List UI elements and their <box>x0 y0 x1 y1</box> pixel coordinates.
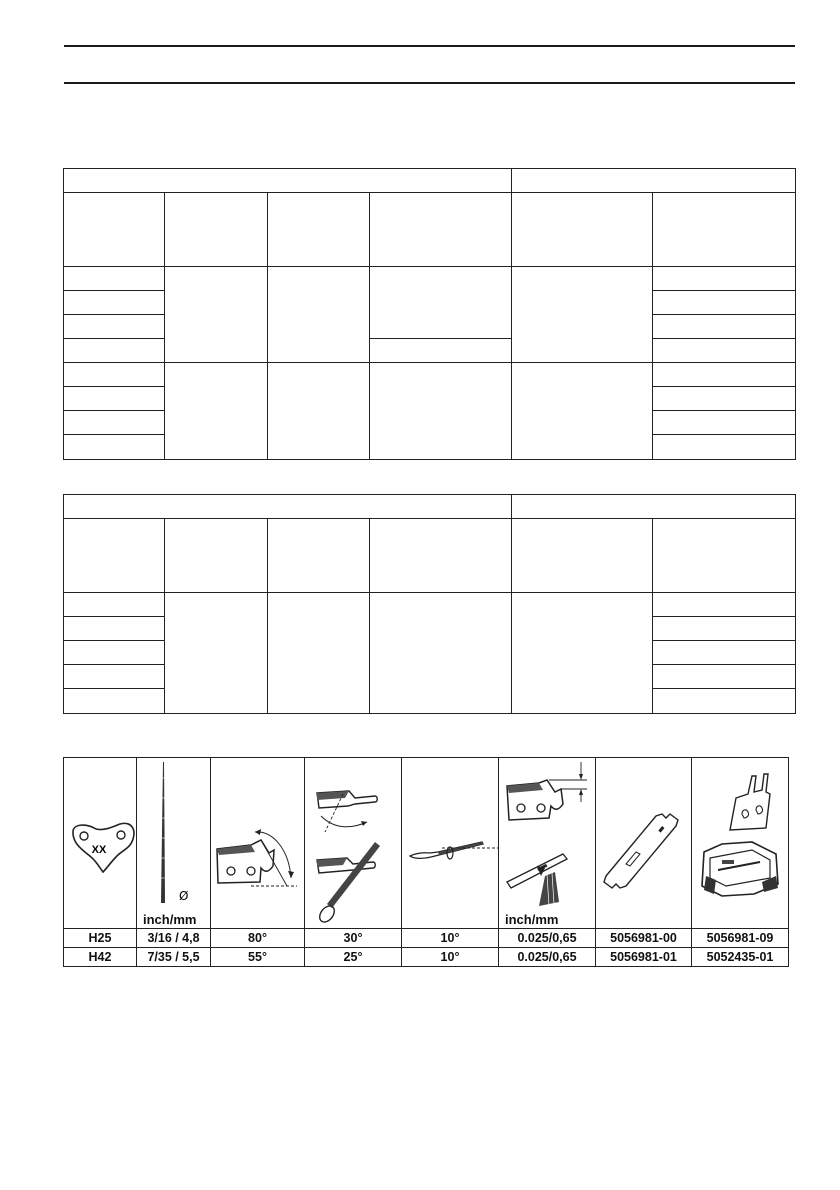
table-row <box>64 593 796 617</box>
file-guide-icon <box>692 758 789 928</box>
table-cell <box>64 593 165 617</box>
model-cell: H42 <box>64 948 137 967</box>
file-diameter-cell: 3/16 / 4,8 <box>137 929 211 948</box>
file-guide-cell: 5056981-09 <box>692 929 789 948</box>
table-cell <box>653 435 796 460</box>
depth-gauge-icon <box>499 758 596 928</box>
table-cell <box>370 363 512 460</box>
down-angle-cell: 10° <box>402 929 499 948</box>
file-diameter-cell: 7/35 / 5,5 <box>137 948 211 967</box>
depth-gauge-cell: 0.025/0,65 <box>499 948 596 967</box>
table-2-group-header <box>64 495 796 519</box>
table-cell <box>370 267 512 339</box>
table-row <box>64 363 796 387</box>
down-angle-icon <box>402 758 499 928</box>
table-header-cell <box>653 519 796 593</box>
table-cell <box>64 665 165 689</box>
table-header-cell <box>512 169 796 193</box>
side-plate-angle-cell: 30° <box>305 929 402 948</box>
table-header-cell <box>268 193 370 267</box>
table-row <box>64 948 789 967</box>
depth-gauge-cell: 0.025/0,65 <box>499 929 596 948</box>
table-cell <box>268 363 370 460</box>
table-header-cell <box>64 519 165 593</box>
sharpening-tool-table <box>63 757 789 967</box>
illus-chain-marking <box>64 758 137 929</box>
table-cell <box>512 363 653 460</box>
header-rule-bottom <box>64 82 795 84</box>
table-2-column-header <box>64 519 796 593</box>
table-cell <box>653 315 796 339</box>
file-guide-cell: 5052435-01 <box>692 948 789 967</box>
illus-round-file <box>137 758 211 929</box>
table-header-cell <box>64 495 512 519</box>
table-cell <box>64 339 165 363</box>
diameter-symbol: Ø <box>179 889 189 903</box>
table-cell <box>653 363 796 387</box>
top-plate-angle-icon <box>211 758 305 928</box>
illus-side-plate-angle <box>305 758 402 929</box>
down-angle-cell: 10° <box>402 948 499 967</box>
illus-file-guide <box>692 758 789 929</box>
drive-link-marking-icon <box>64 758 137 928</box>
table-cell <box>653 665 796 689</box>
table-cell <box>64 641 165 665</box>
table-cell <box>512 593 653 714</box>
illus-top-plate-angle <box>211 758 305 929</box>
side-plate-angle-cell: 25° <box>305 948 402 967</box>
table-1-column-header <box>64 193 796 267</box>
table-1-group-header <box>64 169 796 193</box>
table-cell <box>64 435 165 460</box>
table-cell <box>653 267 796 291</box>
table-header-cell <box>165 193 268 267</box>
table-header-cell <box>370 519 512 593</box>
table-cell <box>268 593 370 714</box>
table-cell <box>653 411 796 435</box>
table-header-cell <box>512 495 796 519</box>
filing-template-cell: 5056981-01 <box>596 948 692 967</box>
illustration-row <box>64 758 789 929</box>
table-header-cell <box>653 193 796 267</box>
table-cell <box>64 291 165 315</box>
table-cell <box>653 689 796 714</box>
table-header-cell <box>370 193 512 267</box>
table-cell <box>64 363 165 387</box>
table-cell <box>653 617 796 641</box>
table-cell <box>165 363 268 460</box>
table-cell <box>64 411 165 435</box>
table-cell <box>64 387 165 411</box>
table-row <box>64 929 789 948</box>
header-rule-top <box>64 45 795 47</box>
illus-depth-gauge <box>499 758 596 929</box>
table-cell <box>653 641 796 665</box>
table-header-cell <box>64 169 512 193</box>
top-plate-angle-cell: 55° <box>211 948 305 967</box>
table-header-cell <box>165 519 268 593</box>
table-cell <box>512 267 653 363</box>
table-header-cell <box>512 193 653 267</box>
table-cell <box>370 339 512 363</box>
table-cell <box>653 339 796 363</box>
table-header-cell <box>268 519 370 593</box>
file-diameter-unit: inch/mm <box>143 912 197 927</box>
table-cell <box>64 689 165 714</box>
filing-template-cell: 5056981-00 <box>596 929 692 948</box>
filing-template-icon <box>596 758 692 928</box>
round-file-icon <box>137 758 211 928</box>
table-cell <box>64 617 165 641</box>
model-cell: H25 <box>64 929 137 948</box>
table-row <box>64 267 796 291</box>
marking-text: XX <box>91 844 107 856</box>
table-cell <box>653 387 796 411</box>
combination-table-2 <box>63 494 796 714</box>
table-cell <box>165 593 268 714</box>
table-cell <box>64 267 165 291</box>
table-cell <box>64 315 165 339</box>
illus-down-angle <box>402 758 499 929</box>
table-cell <box>165 267 268 363</box>
table-header-cell <box>512 519 653 593</box>
top-plate-angle-cell: 80° <box>211 929 305 948</box>
illus-filing-template <box>596 758 692 929</box>
table-header-cell <box>64 193 165 267</box>
combination-table-1 <box>63 168 796 460</box>
depth-gauge-unit: inch/mm <box>505 912 559 927</box>
side-plate-angle-icon <box>305 758 402 928</box>
table-cell <box>653 593 796 617</box>
table-cell <box>268 267 370 363</box>
table-cell <box>370 593 512 714</box>
table-cell <box>653 291 796 315</box>
